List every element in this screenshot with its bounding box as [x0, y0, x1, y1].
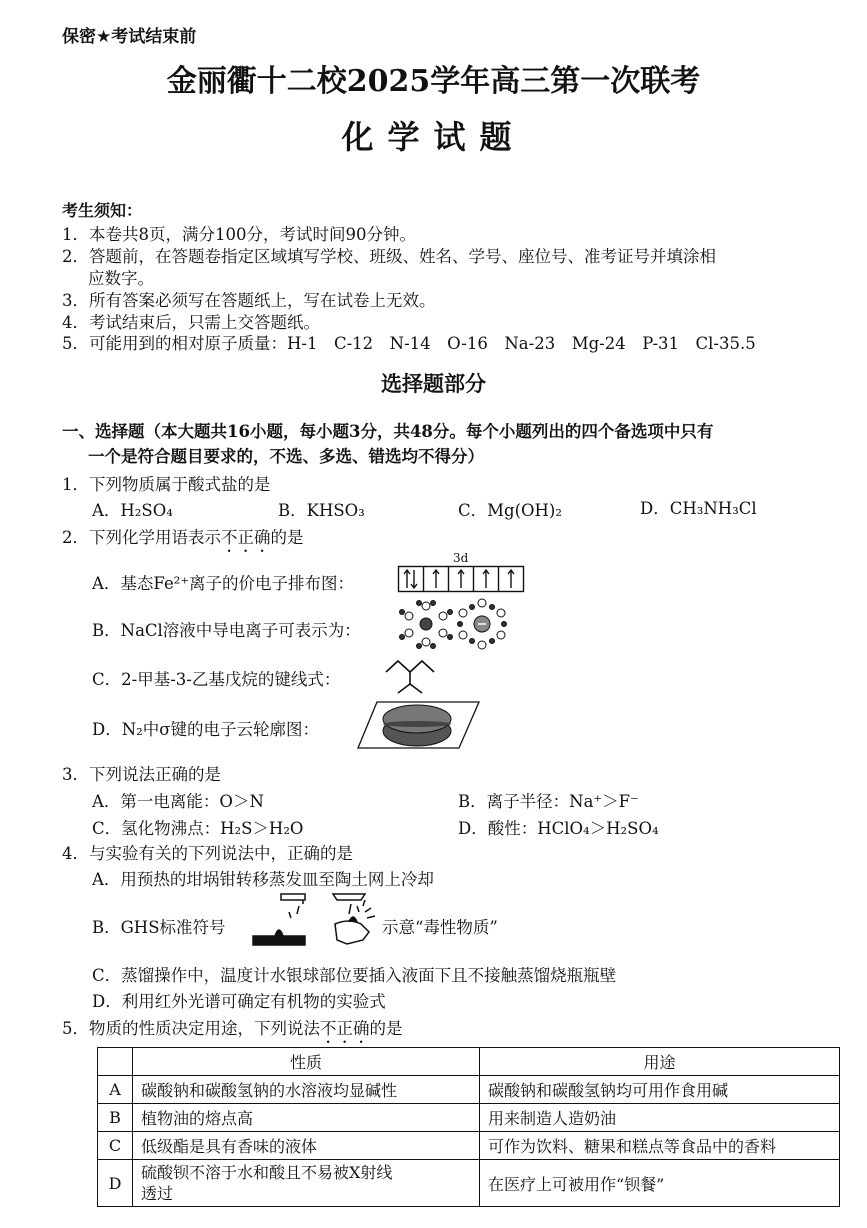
exam-title: 金丽衢十二校2025学年高三第一次联考 — [166, 64, 701, 99]
confidential-label: 保密★考试结束前 — [62, 27, 197, 47]
table-row-key: D — [98, 1160, 133, 1207]
q3-option-c: C．氢化物沸点：H₂S＞H₂O — [92, 819, 304, 838]
q4-option-b-pre: B．GHS标准符号 — [92, 918, 226, 937]
q2-option-b: B．NaCl溶液中导电离子可表示为： — [92, 621, 361, 640]
table-header-property: 性质 — [133, 1048, 480, 1076]
q3-option-a: A．第一电离能：O＞N — [92, 792, 264, 811]
q2-stem-pre: 2．下列化学用语表示 — [62, 528, 221, 547]
q2-option-a: A．基态Fe²⁺离子的价电子排布图： — [92, 574, 355, 593]
table-header-use: 用途 — [480, 1048, 840, 1076]
table-row — [98, 1160, 840, 1207]
exam-subject: 化学试题 — [341, 118, 526, 156]
note-2: 2．答题前，在答题卷指定区域填写学校、班级、姓名、学号、座位号、准考证号并填涂相 — [62, 247, 716, 266]
section-title: 选择题部分 — [381, 372, 486, 396]
table-row-key: A — [98, 1076, 133, 1104]
table-row-property-line2: 透过 — [141, 1184, 174, 1203]
sigma-bond-cloud-diagram — [357, 700, 481, 752]
q5-stem — [62, 1015, 403, 1047]
orbital-diagram — [398, 566, 524, 592]
q4-option-b-post: 示意“毒性物质” — [382, 918, 498, 937]
table-row-key: B — [98, 1104, 133, 1132]
ghs-corrosive-symbol — [253, 892, 381, 948]
q5-stem-emph: 不正确 — [320, 1019, 370, 1038]
q2-stem-post: 的是 — [270, 528, 304, 547]
q3-option-b: B．离子半径：Na⁺＞F⁻ — [458, 792, 639, 811]
orbital-label: 3d — [453, 551, 469, 565]
table-header-row — [98, 1048, 840, 1076]
q3-stem: 3．下列说法正确的是 — [62, 765, 221, 784]
table-row-use: 碳酸钠和碳酸氢钠均可用作食用碱 — [480, 1076, 840, 1104]
table-row — [98, 1076, 840, 1104]
note-3: 3．所有答案必须写在答题纸上，写在试卷上无效。 — [62, 291, 436, 310]
properties-table — [97, 1047, 840, 1207]
table-row-use: 在医疗上可被用作“钡餐” — [480, 1160, 840, 1207]
note-5: 5．可能用到的相对原子质量：H-1 C-12 N-14 O-16 Na-23 Mg-24 P-31 Cl-35.5 — [62, 334, 756, 353]
table-row-use: 用来制造人造奶油 — [480, 1104, 840, 1132]
q2-option-d: D．N₂中σ键的电子云轮廓图： — [92, 720, 320, 739]
table-row-property: 低级酯是具有香味的液体 — [133, 1132, 480, 1160]
q1-option-c: C．Mg(OH)₂ — [458, 501, 562, 520]
q3-option-d: D．酸性：HClO₄＞H₂SO₄ — [458, 819, 659, 838]
hydrated-ions-diagram — [400, 598, 515, 650]
q2-stem — [62, 524, 304, 556]
table-row-property-line1: 硫酸钡不溶于水和酸且不易被X射线 — [141, 1163, 393, 1182]
section-intro-1: 一、选择题（本大题共16小题，每小题3分，共48分。每个小题列出的四个备选项中只有 — [62, 422, 714, 441]
section-intro-2: 一个是符合题目要求的，不选、多选、错选均不得分） — [88, 447, 484, 466]
q4-option-d: D．利用红外光谱可确定有机物的实验式 — [92, 992, 386, 1011]
table-row-use: 可作为饮料、糖果和糕点等食品中的香料 — [480, 1132, 840, 1160]
q1-option-b: B．KHSO₃ — [278, 501, 365, 520]
table-row-key: C — [98, 1132, 133, 1160]
skeletal-formula-diagram — [384, 656, 446, 696]
q1-stem: 1．下列物质属于酸式盐的是 — [62, 475, 271, 494]
notes-heading: 考生须知： — [62, 201, 143, 220]
q2-stem-emph: 不正确 — [221, 528, 271, 547]
q4-stem: 4．与实验有关的下列说法中，正确的是 — [62, 844, 353, 863]
note-2-cont: 应数字。 — [88, 269, 154, 288]
table-header-key — [98, 1048, 133, 1076]
table-row-property — [133, 1160, 480, 1207]
note-1: 1．本卷共8页，满分100分，考试时间90分钟。 — [62, 225, 416, 244]
q5-stem-post: 的是 — [369, 1019, 403, 1038]
table-row — [98, 1104, 840, 1132]
table-row-property: 碳酸钠和碳酸氢钠的水溶液均显碱性 — [133, 1076, 480, 1104]
q1-option-a: A．H₂SO₄ — [92, 501, 173, 520]
q5-stem-pre: 5．物质的性质决定用途，下列说法 — [62, 1019, 320, 1038]
q2-option-c: C．2-甲基-3-乙基戊烷的键线式： — [92, 670, 341, 689]
table-row — [98, 1132, 840, 1160]
q1-option-d: D．CH₃NH₃Cl — [640, 499, 757, 518]
note-4: 4．考试结束后，只需上交答题纸。 — [62, 313, 320, 332]
q4-option-c: C．蒸馏操作中，温度计水银球部位要插入液面下且不接触蒸馏烧瓶瓶壁 — [92, 966, 617, 985]
q4-option-a: A．用预热的坩埚钳转移蒸发皿至陶土网上冷却 — [92, 870, 434, 889]
table-row-property: 植物油的熔点高 — [133, 1104, 480, 1132]
